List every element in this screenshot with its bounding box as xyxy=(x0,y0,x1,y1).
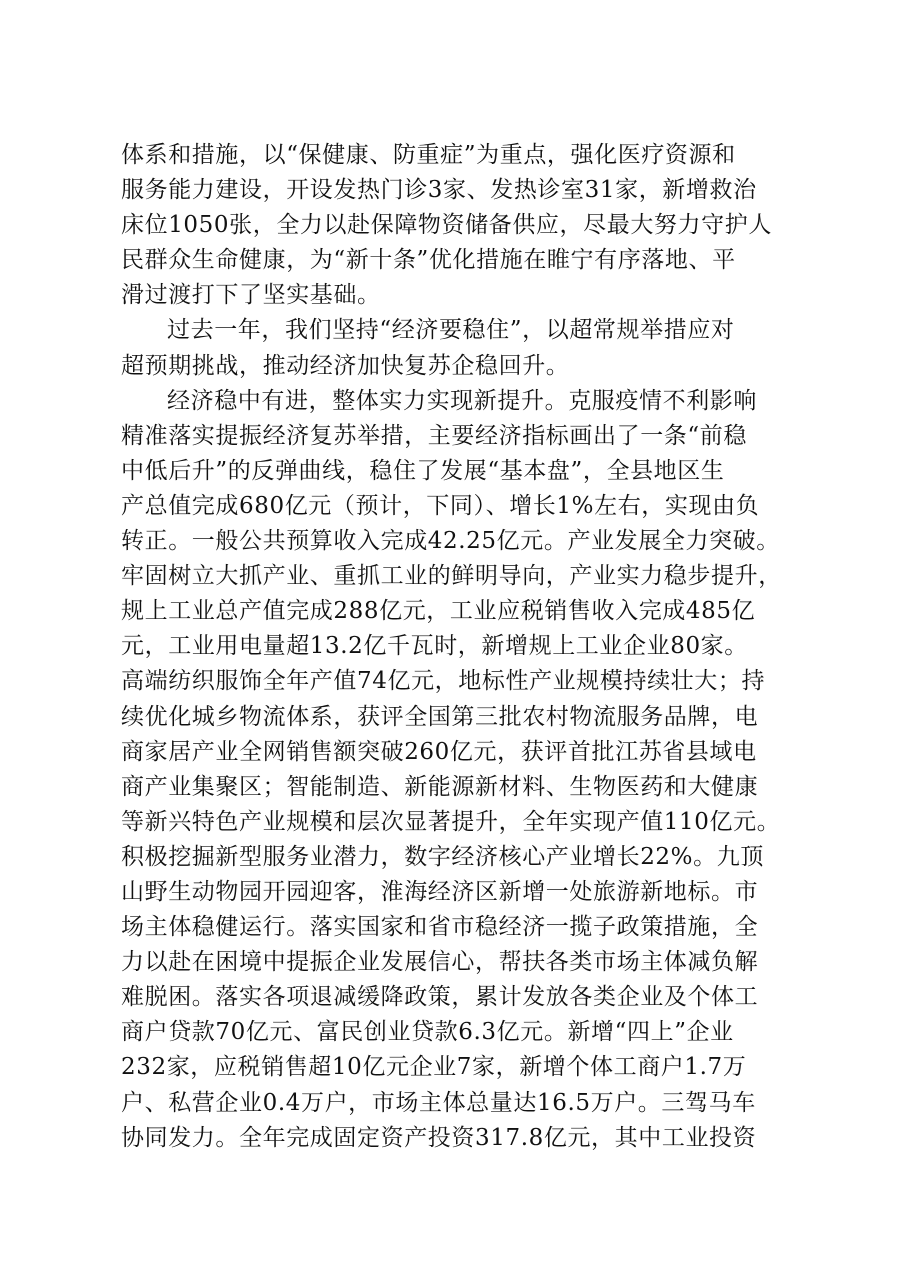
text-line: 商家居产业全网销售额突破260亿元，获评首批江苏省县域电 xyxy=(121,738,757,765)
text-line: 协同发力。全年完成固定资产投资317.8亿元，其中工业投资 xyxy=(121,1124,757,1151)
text-line: 续优化城乡物流体系，获评全国第三批农村物流服务品牌，电 xyxy=(121,703,759,730)
text-line: 积极挖掘新型服务业潜力，数字经济核心产业增长22%。九顶 xyxy=(121,843,764,870)
text-line: 超预期挑战，推动经济加快复苏企稳回升。 xyxy=(121,352,570,379)
document-body xyxy=(121,138,801,1156)
text-line: 体系和措施，以“保健康、防重症”为重点，强化医疗资源和 xyxy=(121,142,736,168)
text-line: 难脱困。落实各项退减缓降政策，累计发放各类企业及个体工 xyxy=(121,984,759,1011)
text-line: 服务能力建设，开设发热门诊3家、发热诊室31家，新增救治 xyxy=(121,177,757,204)
text-line: 高端纺织服饰全年产值74亿元，地标性产业规模持续壮大；持 xyxy=(121,668,766,695)
text-line: 规上工业总产值完成288亿元，工业应税销售收入完成485亿 xyxy=(121,598,756,625)
text-line: 商户贷款70亿元、富民创业贷款6.3亿元。新增“四上”企业 xyxy=(121,1019,734,1046)
text-line: 中低后升”的反弹曲线，稳住了发展“基本盘”，全县地区生 xyxy=(121,457,725,484)
text-line: 场主体稳健运行。落实国家和省市稳经济一揽子政策措施，全 xyxy=(121,914,759,941)
text-line: 商产业集聚区；智能制造、新能源新材料、生物医药和大健康 xyxy=(121,773,759,800)
text-line: 等新兴特色产业规模和层次显著提升，全年实现产值110亿元。 xyxy=(121,808,781,835)
paragraph-start-line: 过去一年，我们坚持“经济要稳住”，以超常规举措应对 xyxy=(167,317,735,344)
text-line: 民群众生命健康，为“新十条”优化措施在睢宁有序落地、平 xyxy=(121,247,736,274)
text-line: 转正。一般公共预算收入完成42.25亿元。产业发展全力突破。 xyxy=(121,528,780,555)
text-line: 床位1050张，全力以赴保障物资储备供应，尽最大努力守护人 xyxy=(121,212,772,239)
text-line: 山野生动物园开园迎客，淮海经济区新增一处旅游新地标。市 xyxy=(121,878,759,905)
text-line: 元，工业用电量超13.2亿千瓦时，新增规上工业企业80家。 xyxy=(121,633,748,660)
text-line: 户、私营企业0.4万户，市场主体总量达16.5万户。三驾马车 xyxy=(121,1089,756,1116)
paragraph-start-line: 经济稳中有进，整体实力实现新提升。克服疫情不利影响 xyxy=(167,387,757,414)
text-line: 232家，应税销售超10亿元企业7家，新增个体工商户1.7万 xyxy=(121,1054,747,1081)
text-line: 力以赴在困境中提振企业发展信心，帮扶各类市场主体减负解 xyxy=(121,949,759,976)
text-line: 产总值完成680亿元（预计，下同）、增长1%左右，实现由负 xyxy=(121,492,760,519)
text-line: 精准落实提振经济复苏举措，主要经济指标画出了一条“前稳 xyxy=(121,422,747,449)
text-line: 牢固树立大抓产业、重抓工业的鲜明导向，产业实力稳步提升， xyxy=(121,563,782,590)
text-line: 滑过渡打下了坚实基础。 xyxy=(121,282,381,309)
